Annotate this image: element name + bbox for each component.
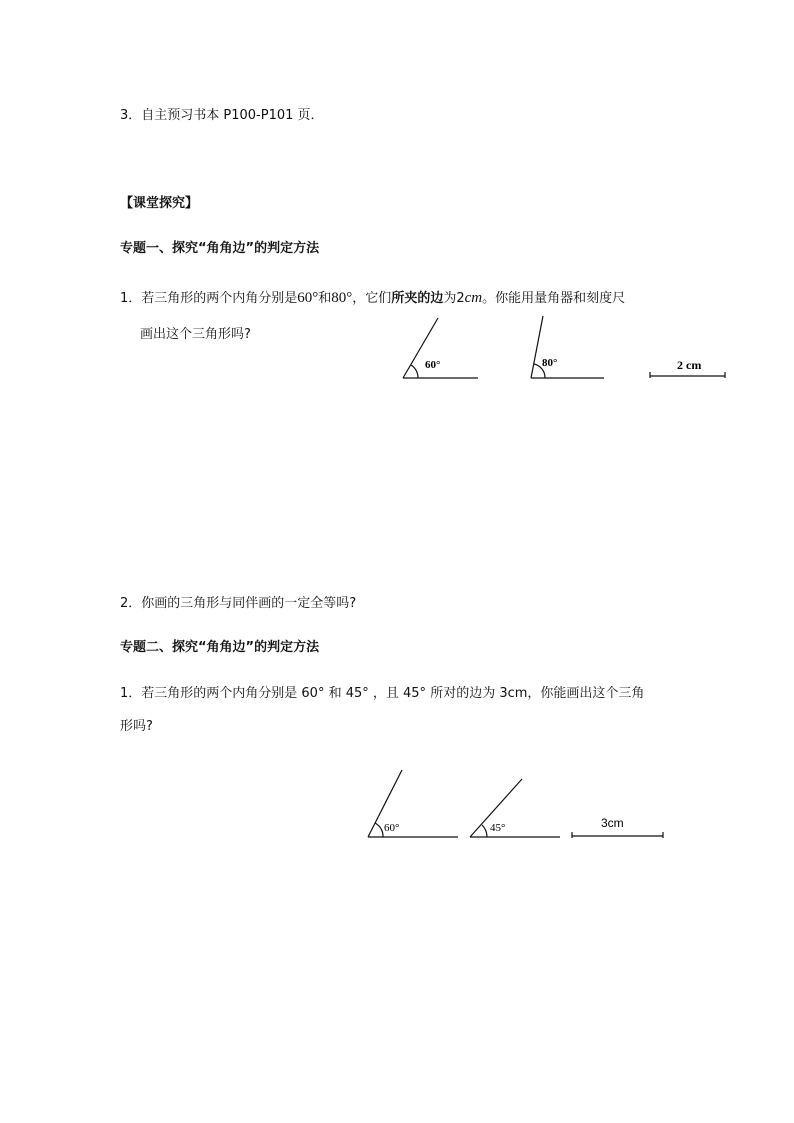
figure-angle-80-label: 80°: [542, 357, 558, 369]
topic2-question1-line1: 1．若三角形的两个内角分别是 60° 和 45° ，且 45° 所对的边为 3cm，你能画出这个三角: [120, 686, 645, 701]
figure2-angle-45: [470, 779, 560, 837]
figure2-angle-60: [368, 770, 458, 837]
figure2-angle-45-label: 45°: [490, 822, 506, 834]
q1-angle-b: 80°: [331, 290, 353, 306]
topic2-question1-line2: 形吗?: [120, 719, 153, 734]
figure-angle-60: [403, 318, 478, 378]
q1-mid: ，它们: [352, 291, 392, 306]
q1-prefix: 1．若三角形的两个内角分别是: [120, 291, 298, 306]
figure2-segment-3cm-label: 3cm: [601, 816, 624, 830]
topic1-question1-line2: 画出这个三角形吗?: [140, 327, 251, 342]
figure-segment-2cm-label: 2 cm: [677, 358, 702, 372]
figure-segment-2cm: [650, 372, 725, 378]
q1-length-num: 2: [456, 291, 465, 306]
figure2-segment-3cm: [572, 832, 663, 838]
q1-is: 为: [443, 291, 457, 306]
topic2-title: 专题二、探究“角角边”的判定方法: [120, 640, 320, 655]
q1-and: 和: [318, 291, 332, 306]
q1-suffix: 。你能用量角器和刻度尺: [482, 291, 626, 306]
topic1-question2: 2．你画的三角形与同伴画的一定全等吗?: [120, 596, 357, 611]
preview-item-3: 3．自主预习书本 P100-P101 页．: [120, 108, 324, 123]
topic1-title: 专题一、探究“角角边”的判定方法: [120, 241, 320, 256]
q1-bold-text: 所夹的边: [391, 291, 444, 306]
section-header: 【课堂探究】: [120, 196, 199, 211]
q1-length-unit: cm: [464, 290, 483, 306]
figure2-angle-60-label: 60°: [384, 822, 400, 834]
figure-angle-60-label: 60°: [425, 359, 441, 371]
q1-angle-a: 60°: [297, 290, 319, 306]
